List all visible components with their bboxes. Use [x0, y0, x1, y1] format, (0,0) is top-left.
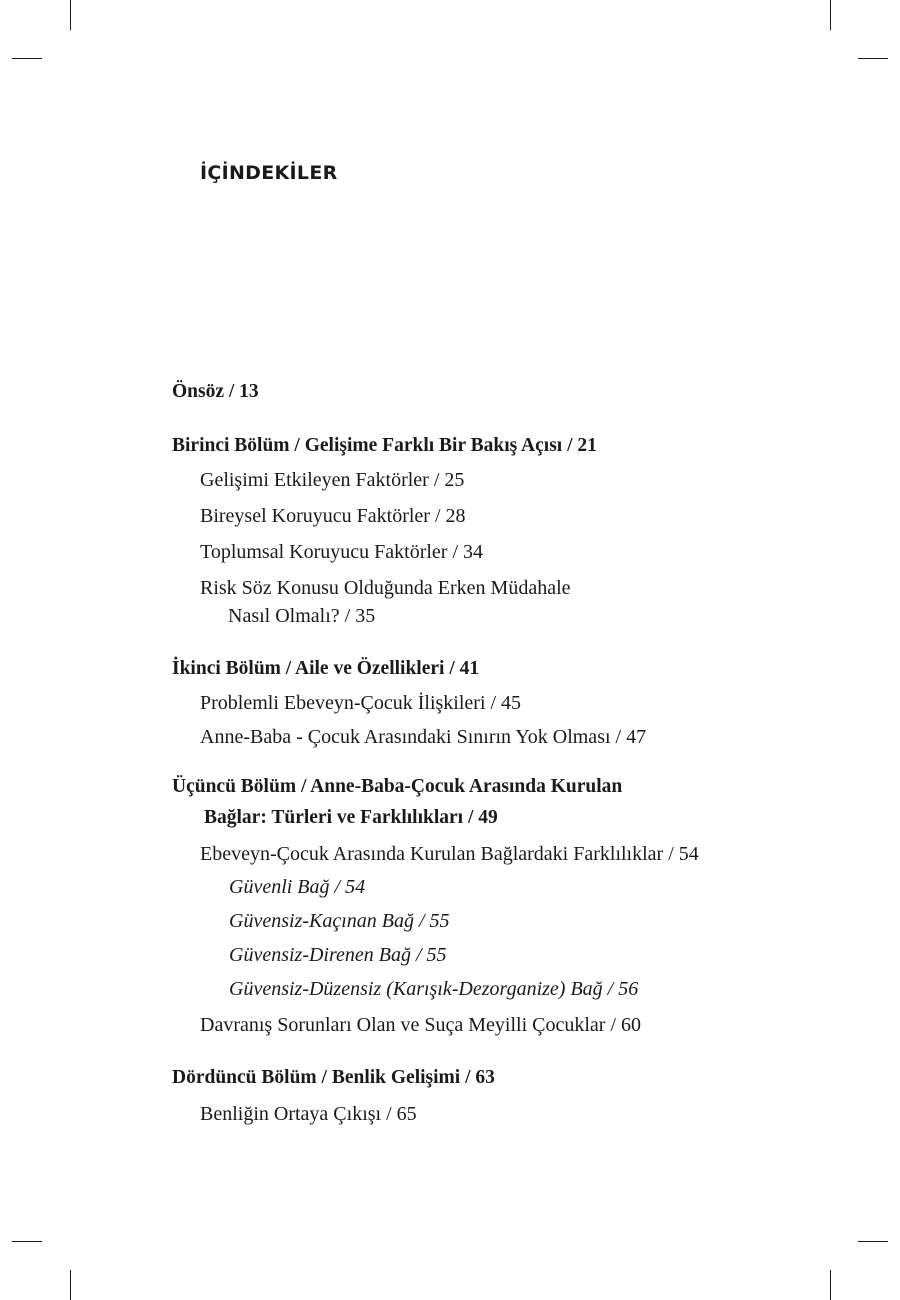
toc-subsection: Güvensiz-Direnen Bağ / 55: [229, 944, 447, 966]
toc-section: Benliğin Ortaya Çıkışı / 65: [200, 1103, 417, 1125]
toc-section: Anne-Baba - Çocuk Arasındaki Sınırın Yok Olması / 47: [200, 726, 647, 748]
toc-part-2-title: İkinci Bölüm / Aile ve Özellikleri / 41: [172, 658, 480, 679]
toc-part-1-title: Birinci Bölüm / Gelişime Farklı Bir Bakış Açısı / 21: [172, 435, 597, 456]
toc-entry-onsoz: Önsöz / 13: [172, 381, 259, 402]
toc-subsection: Güvensiz-Düzensiz (Karışık-Dezorganize) Bağ / 56: [229, 978, 639, 1000]
crop-mark-right-top: [858, 58, 888, 59]
toc-section: Problemli Ebeveyn-Çocuk İlişkileri / 45: [200, 692, 522, 714]
toc-part-3-title: Üçüncü Bölüm / Anne-Baba-Çocuk Arasında Kurulan: [172, 776, 623, 797]
crop-mark-left-top: [12, 58, 42, 59]
page-title: İÇİNDEKİLER: [200, 162, 338, 184]
crop-mark-top-right: [830, 0, 831, 30]
toc-subsection: Güvenli Bağ / 54: [229, 876, 366, 898]
toc-subsection: Güvensiz-Kaçınan Bağ / 55: [229, 910, 450, 932]
toc-section: Risk Söz Konusu Olduğunda Erken Müdahale: [200, 577, 571, 599]
crop-mark-right-bottom: [858, 1241, 888, 1242]
crop-mark-bottom-left: [70, 1270, 71, 1300]
toc-section: Bireysel Koruyucu Faktörler / 28: [200, 505, 466, 527]
toc-section: Toplumsal Koruyucu Faktörler / 34: [200, 541, 483, 563]
toc-section: Davranış Sorunları Olan ve Suça Meyilli Çocuklar / 60: [200, 1014, 642, 1036]
toc-part-4-title: Dördüncü Bölüm / Benlik Gelişimi / 63: [172, 1067, 495, 1088]
toc-section: Gelişimi Etkileyen Faktörler / 25: [200, 469, 465, 491]
toc-section-continued: Nasıl Olmalı? / 35: [228, 605, 376, 627]
toc-part-3-title-continued: Bağlar: Türleri ve Farklılıkları / 49: [204, 807, 498, 828]
toc-section: Ebeveyn-Çocuk Arasında Kurulan Bağlardaki Farklılıklar / 54: [200, 843, 699, 865]
crop-mark-bottom-right: [830, 1270, 831, 1300]
crop-mark-top-left: [70, 0, 71, 30]
crop-mark-left-bottom: [12, 1241, 42, 1242]
